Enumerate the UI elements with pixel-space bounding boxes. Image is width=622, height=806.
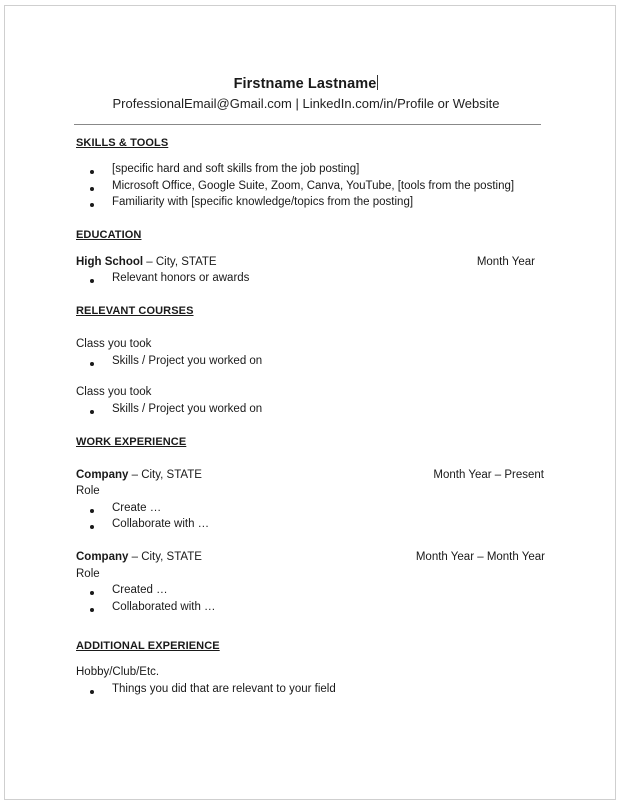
school-location: – City, STATE <box>143 256 217 268</box>
company-name: Company <box>76 469 129 481</box>
skills-item: [specific hard and soft skills from the job posting] <box>112 163 360 175</box>
education-line <box>76 256 217 268</box>
work-date: Month Year – Present <box>433 469 544 481</box>
company-location: – City, STATE <box>128 551 202 563</box>
contact-line: ProfessionalEmail@Gmail.com | LinkedIn.com/in/Profile or Website <box>112 96 500 111</box>
education-item: Relevant honors or awards <box>112 272 250 284</box>
course-name: Class you took <box>76 338 152 350</box>
work-item: Collaborated with … <box>112 601 216 613</box>
work-role: Role <box>76 485 100 497</box>
company-location: – City, STATE <box>128 469 202 481</box>
name-text: Firstname Lastname <box>233 76 377 92</box>
text-cursor <box>377 75 378 90</box>
header-divider <box>74 124 541 125</box>
additional-entry: Hobby/Club/Etc. <box>76 666 160 678</box>
work-line <box>76 551 202 563</box>
work-role: Role <box>76 568 100 580</box>
school-name: High School <box>76 256 144 268</box>
resume-name <box>0 75 612 92</box>
section-title-courses: RELEVANT COURSES <box>76 305 194 317</box>
section-title-education: EDUCATION <box>76 229 142 241</box>
work-date: Month Year – Month Year <box>415 551 545 563</box>
course-item: Skills / Project you worked on <box>112 403 263 415</box>
section-title-additional: ADDITIONAL EXPERIENCE <box>76 640 220 652</box>
additional-item: Things you did that are relevant to your field <box>112 683 336 695</box>
section-title-skills: SKILLS & TOOLS <box>76 137 169 149</box>
work-line <box>76 469 202 481</box>
course-item: Skills / Project you worked on <box>112 355 263 367</box>
skills-item: Microsoft Office, Google Suite, Zoom, Canva, YouTube, [tools from the posting] <box>112 180 515 192</box>
company-name: Company <box>76 551 129 563</box>
work-item: Create … <box>112 502 162 514</box>
education-date: Month Year <box>476 256 535 268</box>
work-item: Created … <box>112 584 168 596</box>
section-title-work: WORK EXPERIENCE <box>76 436 187 448</box>
course-name: Class you took <box>76 386 152 398</box>
skills-item: Familiarity with [specific knowledge/topics from the posting] <box>112 196 414 208</box>
work-item: Collaborate with … <box>112 518 210 530</box>
